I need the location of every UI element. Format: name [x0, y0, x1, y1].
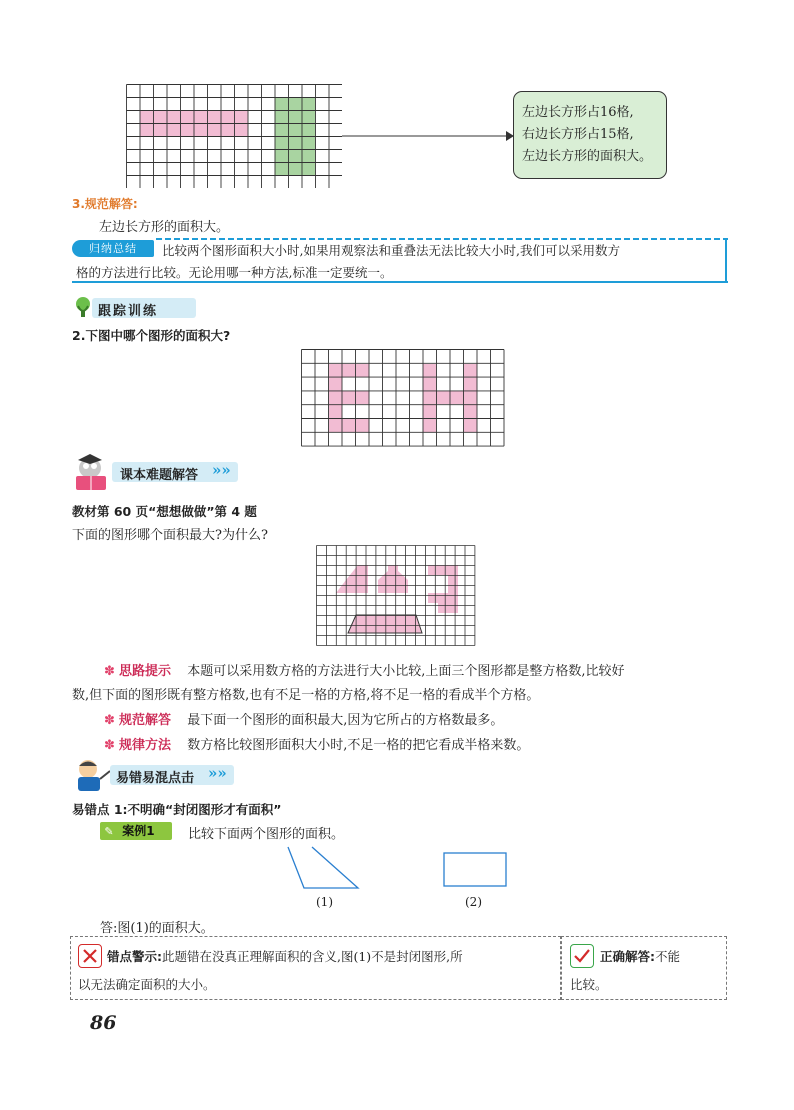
- hint-line1: 本题可以采用数方格的方法进行大小比较,上面三个图形都是整方格数,比较好: [187, 664, 625, 679]
- answer-text: 最下面一个图形的面积最大,因为它所占的方格数最多。: [187, 713, 504, 728]
- flower-icon: ✽: [104, 713, 115, 728]
- summary-line2: 格的方法进行比较。无论用哪一种方法,标准一定要统一。: [76, 265, 393, 280]
- method-label: 规律方法: [119, 738, 172, 753]
- step3-answer: 左边长方形的面积大。: [99, 220, 230, 235]
- cross-icon: [78, 944, 102, 968]
- callout-line: 右边长方形占15格,: [522, 127, 634, 142]
- textbook-question: 下面的图形哪个面积最大?为什么?: [72, 528, 268, 543]
- flower-icon: ✽: [104, 664, 115, 679]
- figure-1-open-shape: [284, 843, 364, 893]
- summary-line1: 比较两个图形面积大小时,如果用观察法和重叠法无法比较大小时,我们可以采用数方: [162, 243, 620, 258]
- hint-line2: 数,但下面的图形既有整方格数,也有不足一格的方格,将不足一格的看成半个方格。: [72, 688, 540, 703]
- training-grid: [301, 349, 505, 447]
- figure-1-label: (1): [316, 895, 333, 909]
- mistakes-title: 易错易混点击: [116, 771, 195, 786]
- teacher-icon: [70, 757, 114, 793]
- warning-label: 错点警示:: [107, 949, 162, 964]
- answer-label: 规范解答: [119, 713, 172, 728]
- training-question: 2.下图中哪个图形的面积大?: [72, 328, 231, 343]
- connector-arrow: [342, 130, 514, 142]
- figure-2-rectangle: [442, 851, 508, 889]
- correct-line2: 比较。: [570, 977, 608, 992]
- comparison-callout: [513, 91, 667, 179]
- training-title: 跟踪训练: [98, 304, 159, 319]
- step3-heading: 3.规范解答:: [72, 197, 138, 211]
- correct-label: 正确解答:: [600, 949, 655, 964]
- method-text: 数方格比较图形面积大小时,不足一格的把它看成半格来数。: [187, 738, 530, 753]
- chevrons-icon: »»: [208, 764, 227, 782]
- hint-row: [104, 660, 624, 679]
- callout-line: 左边长方形占16格,: [522, 105, 634, 120]
- answer-row: [104, 709, 503, 728]
- textbook-source: 教材第 60 页“想想做做”第 4 题: [72, 504, 257, 519]
- callout-line: 左边长方形的面积大。: [522, 149, 653, 164]
- figure-2-label: (2): [465, 895, 482, 909]
- correct-line1: 不能: [655, 949, 681, 964]
- case-label: 案例1: [122, 824, 155, 838]
- warning-row: [107, 947, 463, 965]
- flower-icon: ✽: [104, 738, 115, 753]
- pencil-icon: ✎: [104, 825, 114, 838]
- textbook-title: 课本难题解答: [120, 468, 199, 483]
- case-text: 比较下面两个图形的面积。: [188, 827, 345, 842]
- chevrons-icon: »»: [212, 461, 231, 479]
- correct-row: [600, 947, 680, 965]
- warning-line1: 此题错在没真正理解面积的含义,图(1)不是封闭图形,所: [162, 949, 463, 964]
- mistake-point: 易错点 1:不明确“封闭图形才有面积”: [72, 802, 282, 817]
- warning-line2: 以无法确定面积的大小。: [78, 977, 216, 992]
- case-badge: [100, 822, 172, 840]
- hint-label: 思路提示: [119, 664, 172, 679]
- wrong-answer: 答:图(1)的面积大。: [100, 921, 214, 936]
- page-number: 86: [90, 1012, 117, 1034]
- summary-badge: 归纳总结: [72, 240, 154, 257]
- comparison-grid: [126, 84, 342, 188]
- textbook-grid: [316, 545, 476, 647]
- method-row: [104, 734, 529, 753]
- check-icon: [570, 944, 594, 968]
- reading-owl-icon: [70, 454, 114, 492]
- training-icon: [72, 296, 94, 318]
